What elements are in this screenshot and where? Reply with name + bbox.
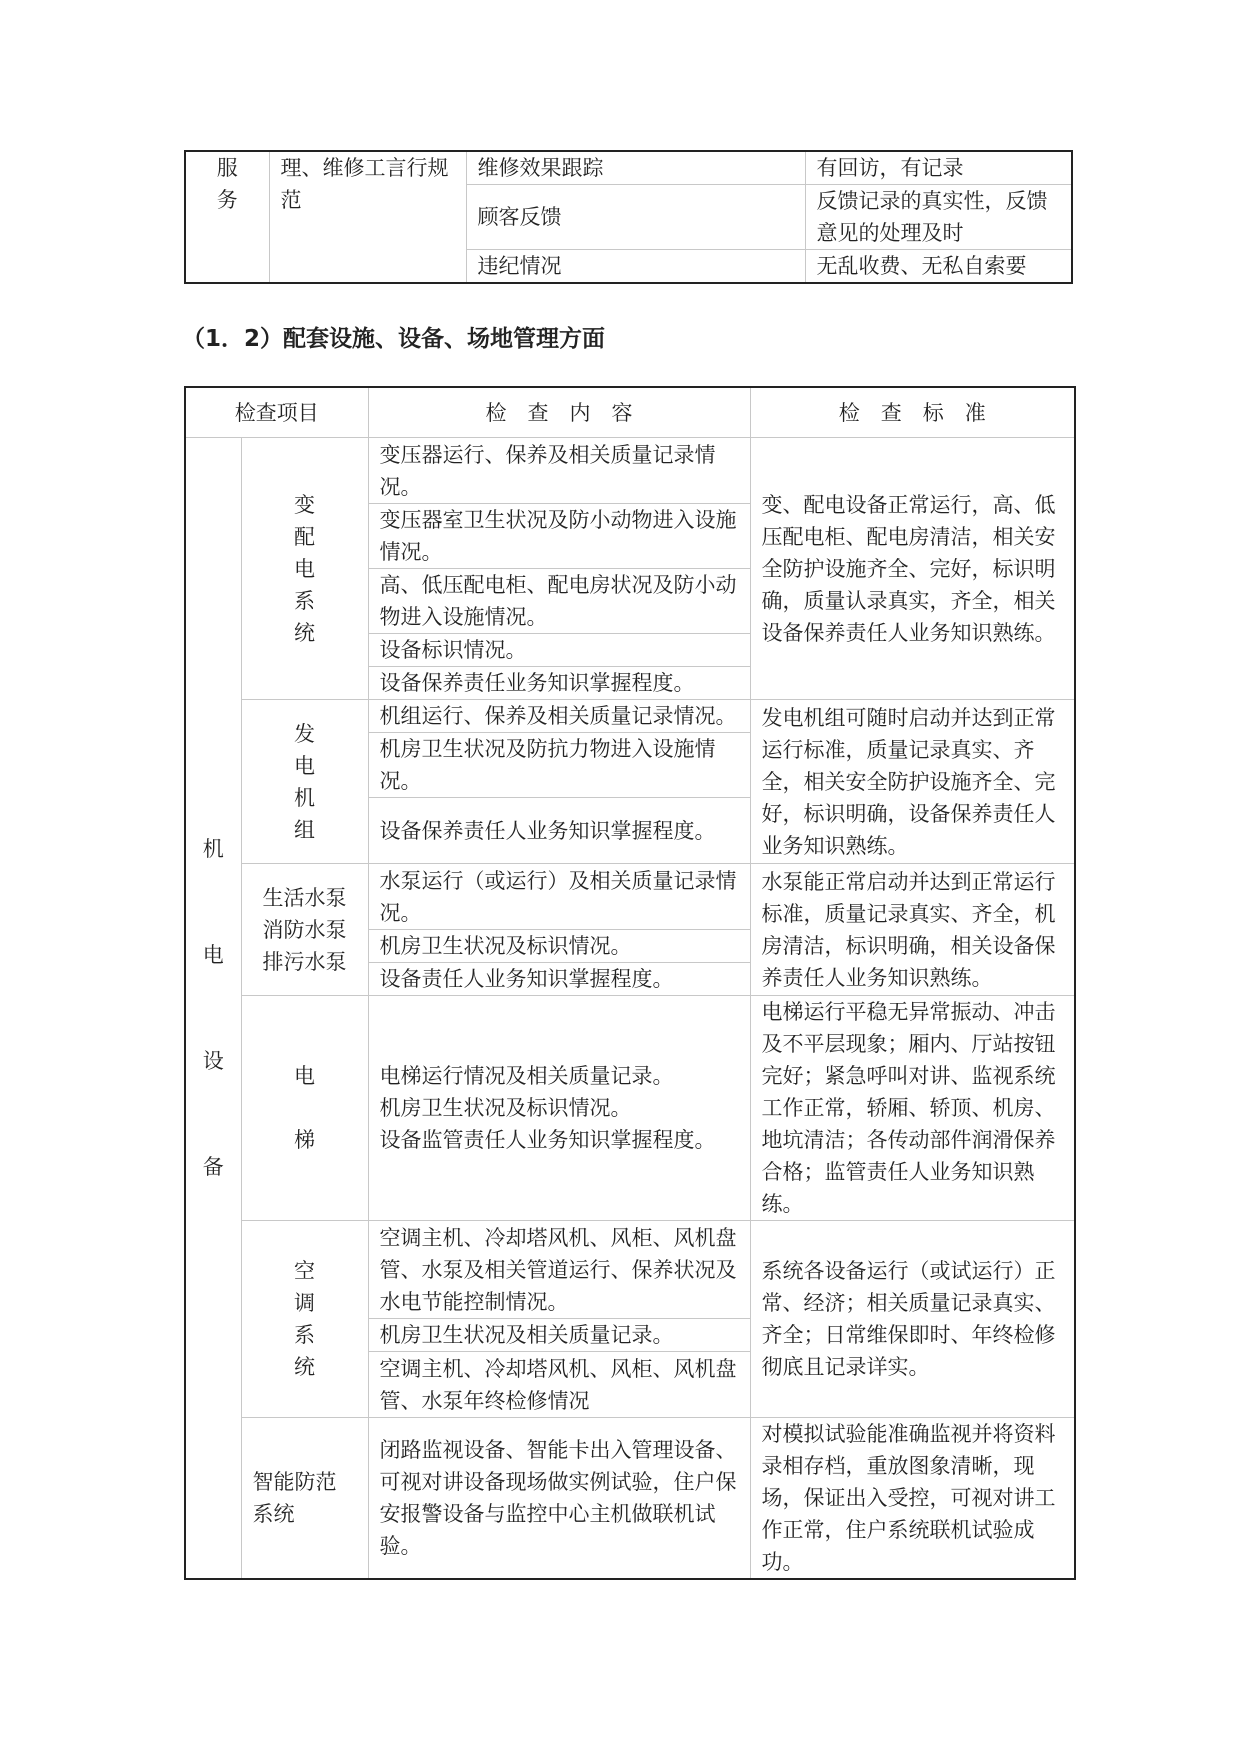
group-name-line: 排污水泵 [262, 949, 347, 974]
standard-cell: 无乱收费、无私自索要 [805, 250, 1072, 284]
standard-cell: 变、配电设备正常运行，高、低压配电柜、配电房清洁，相关安全防护设施齐全、完好，标识明确，质量认录真实，齐全，相关设备保养责任人业务知识熟练。 [750, 438, 1075, 700]
standard-cell: 电梯运行平稳无异常振动、冲击及不平层现象；厢内、厅站按钮完好；紧急呼叫对讲、监视系统工作正常，轿厢、轿顶、机房、地坑清洁；各传动部件润滑保养合格；监管责任人业务知识熟练。 [750, 996, 1075, 1221]
group-name-generator [241, 700, 368, 864]
header-check-content: 检 查 内 容 [368, 387, 750, 438]
category-electromechanical-cell [185, 438, 241, 1580]
group-name-pumps [241, 864, 368, 996]
standard-cell: 系统各设备运行（或试运行）正常、经济；相关质量记录真实、齐全；日常维保即时、年终检修彻底且记录详实。 [750, 1221, 1075, 1418]
content-cell: 机房卫生状况及相关质量记录。 [368, 1319, 750, 1352]
content-cell: 机房卫生状况及防抗力物进入设施情况。 [368, 733, 750, 798]
group-name-line: 系统 [252, 1502, 295, 1526]
group-name-char: 组 [294, 817, 315, 842]
category-char: 电 [202, 943, 224, 967]
content-cell: 设备保养责任人业务知识掌握程度。 [368, 798, 750, 864]
standard-cell: 对模拟试验能准确监视并将资料录相存档，重放图象清晰，现场，保证出入受控，可视对讲工作正常，住户系统联机试验成功。 [750, 1418, 1075, 1580]
content-cell: 设备责任人业务知识掌握程度。 [368, 963, 750, 996]
group-name-char: 梯 [294, 1128, 315, 1152]
group-name-char: 系 [294, 1323, 315, 1347]
content-cell: 闭路监视设备、智能卡出入管理设备、可视对讲设备现场做实例试验，住户保安报警设备与监控中心主机做联机试验。 [368, 1418, 750, 1580]
category-service-text: 服务 [216, 156, 238, 212]
facilities-inspection-table [184, 386, 1076, 1580]
content-line: 电梯运行情况及相关质量记录。 [379, 1064, 674, 1088]
header-check-item: 检查项目 [185, 387, 368, 438]
check-item-cell: 顾客反馈 [466, 185, 805, 250]
group-name-char: 电 [294, 1064, 315, 1088]
standard-cell: 反馈记录的真实性，反馈意见的处理及时 [805, 185, 1072, 250]
service-standards-table [184, 150, 1073, 284]
group-name-char: 系 [294, 588, 315, 613]
group-name-char: 机 [294, 785, 315, 810]
content-cell: 空调主机、冷却塔风机、风柜、风机盘管、水泵年终检修情况 [368, 1352, 750, 1418]
standard-cell: 发电机组可随时启动并达到正常运行标准，质量记录真实、齐全，相关安全防护设施齐全、完好，标识明确，设备保养责任人业务知识熟练。 [750, 700, 1075, 864]
subcategory-cell: 理、维修工言行规范 [269, 151, 466, 283]
group-name-char: 变 [294, 492, 315, 517]
check-item-cell: 维修效果跟踪 [466, 151, 805, 185]
group-name-char: 电 [294, 753, 315, 778]
content-cell: 空调主机、冷却塔风机、风柜、风机盘管、水泵及相关管道运行、保养状况及水电节能控制情况。 [368, 1221, 750, 1319]
group-name-line: 生活水泵 [262, 885, 347, 910]
category-char: 机 [202, 837, 224, 861]
group-name-char: 调 [294, 1291, 315, 1315]
content-cell: 设备标识情况。 [368, 634, 750, 667]
check-item-cell: 违纪情况 [466, 250, 805, 284]
content-cell: 变压器运行、保养及相关质量记录情况。 [368, 438, 750, 504]
group-name-elevator [241, 996, 368, 1221]
category-service-cell [185, 151, 269, 283]
category-char: 设 [202, 1049, 224, 1073]
category-char: 备 [202, 1155, 224, 1179]
group-name-line: 智能防范 [252, 1470, 337, 1494]
header-check-standard: 检 查 标 准 [750, 387, 1075, 438]
group-name-char: 统 [294, 1355, 315, 1379]
content-cell: 水泵运行（或运行）及相关质量记录情况。 [368, 864, 750, 930]
content-line: 设备监管责任人业务知识掌握程度。 [379, 1128, 716, 1152]
standard-cell: 有回访，有记录 [805, 151, 1072, 185]
content-cell [368, 996, 750, 1221]
content-line: 机房卫生状况及标识情况。 [379, 1096, 632, 1120]
section-title: （1．2）配套设施、设备、场地管理方面 [182, 326, 606, 352]
group-name-aircon [241, 1221, 368, 1418]
group-name-char: 空 [294, 1259, 315, 1283]
group-name-line: 消防水泵 [262, 917, 347, 942]
group-name-transformer [241, 438, 368, 700]
group-name-char: 统 [294, 620, 315, 645]
content-cell: 设备保养责任业务知识掌握程度。 [368, 667, 750, 700]
group-name-char: 配 [294, 524, 315, 549]
content-cell: 高、低压配电柜、配电房状况及防小动物进入设施情况。 [368, 569, 750, 634]
content-cell: 机组运行、保养及相关质量记录情况。 [368, 700, 750, 733]
standard-cell: 水泵能正常启动并达到正常运行标准，质量记录真实、齐全，机房清洁，标识明确，相关设备保养责任人业务知识熟练。 [750, 864, 1075, 996]
content-cell: 机房卫生状况及标识情况。 [368, 930, 750, 963]
group-name-security [241, 1418, 368, 1580]
group-name-char: 电 [294, 556, 315, 581]
content-cell: 变压器室卫生状况及防小动物进入设施情况。 [368, 504, 750, 569]
group-name-char: 发 [294, 721, 315, 746]
